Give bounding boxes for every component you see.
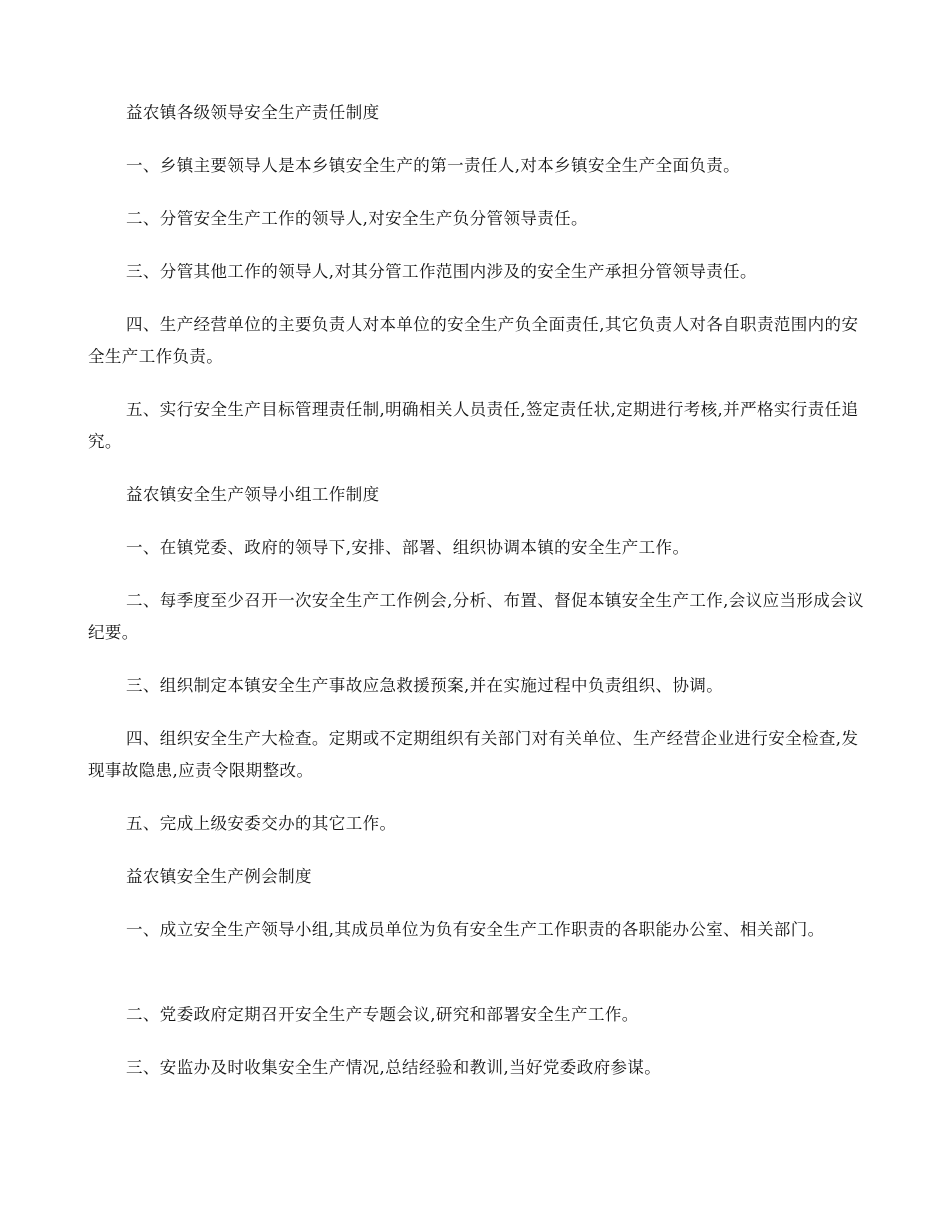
paragraph: 三、安监办及时收集安全生产情况,总结经验和教训,当好党委政府参谋。 <box>126 1058 662 1077</box>
paragraph: 二、每季度至少召开一次安全生产工作例会,分析、布置、督促本镇安全生产工作,会议应当形成会议纪要。 <box>88 591 864 642</box>
section-title-leading-group-work: 益农镇安全生产领导小组工作制度 <box>126 485 380 504</box>
paragraph: 三、分管其他工作的领导人,对其分管工作范围内涉及的安全生产承担分管领导责任。 <box>126 262 757 281</box>
paragraph: 四、组织安全生产大检查。定期或不定期组织有关部门对有关单位、生产经营企业进行安全检查,发现事故隐患,应责令限期整改。 <box>88 729 859 780</box>
paragraph: 一、乡镇主要领导人是本乡镇安全生产的第一责任人,对本乡镇安全生产全面负责。 <box>126 156 741 175</box>
paragraph: 五、完成上级安委交办的其它工作。 <box>126 814 397 833</box>
paragraph: 一、成立安全生产领导小组,其成员单位为负有安全生产工作职责的各职能办公室、相关部门。 <box>126 920 825 939</box>
paragraph: 二、分管安全生产工作的领导人,对安全生产负分管领导责任。 <box>126 209 588 228</box>
paragraph: 二、党委政府定期召开安全生产专题会议,研究和部署安全生产工作。 <box>126 1005 639 1024</box>
paragraph: 一、在镇党委、政府的领导下,安排、部署、组织协调本镇的安全生产工作。 <box>126 538 690 557</box>
paragraph: 五、实行安全生产目标管理责任制,明确相关人员责任,签定责任状,定期进行考核,并严格实行责任追究。 <box>88 400 859 451</box>
section-title-regular-meeting: 益农镇安全生产例会制度 <box>126 867 312 886</box>
paragraph: 三、组织制定本镇安全生产事故应急救援预案,并在实施过程中负责组织、协调。 <box>126 676 724 695</box>
paragraph: 四、生产经营单位的主要负责人对本单位的安全生产负全面责任,其它负责人对各自职责范围内的安全生产工作负责。 <box>88 315 859 366</box>
section-title-leadership-responsibility: 益农镇各级领导安全生产责任制度 <box>126 103 380 122</box>
